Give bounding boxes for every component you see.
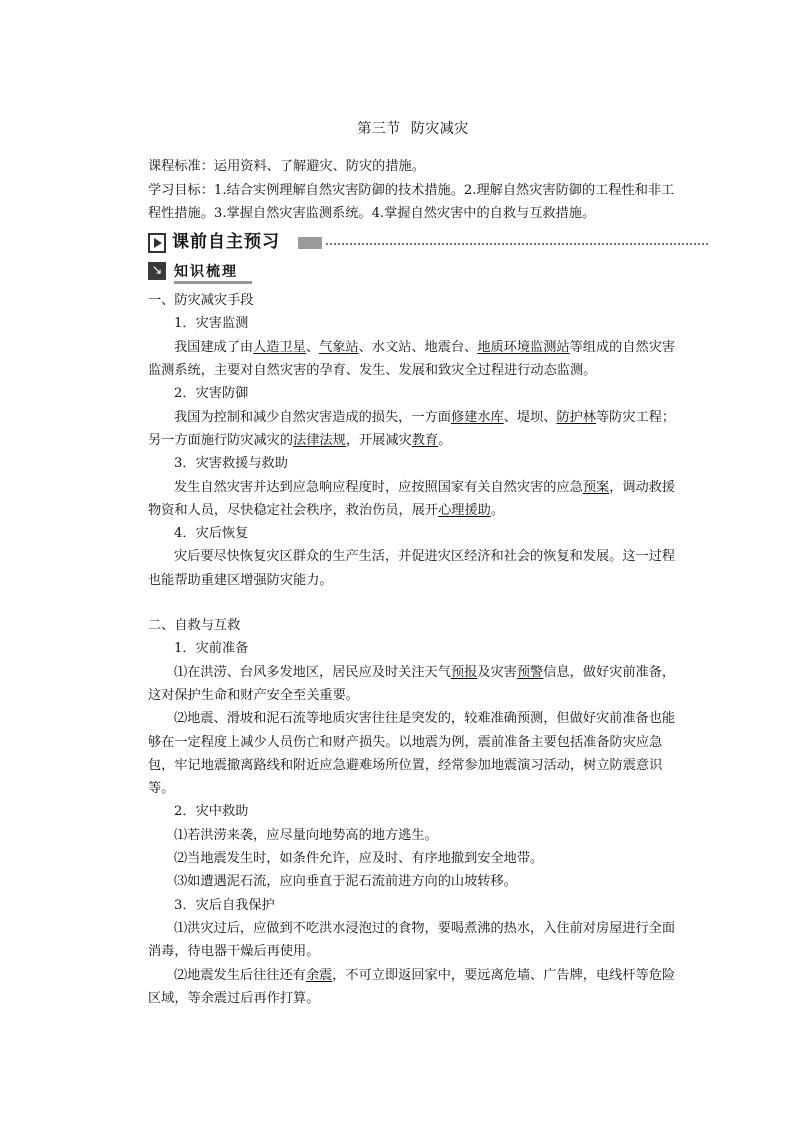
- part2-s2-heading: 2．灾中救助: [174, 804, 249, 820]
- part2-heading: 二、自救与互救: [148, 618, 241, 634]
- page-title: [148, 118, 678, 141]
- part1-s1-text: 我国建成了由人造卫星、气象站、水文站、地震台、地质环境监测站等组成的自然灾害监测系统，主要对自然灾害的孕育、发生、发展和致灾全过程进行动态监测。: [148, 339, 676, 379]
- part2-s3-p1: ⑴洪灾过后，应做到不吃洪水浸泡过的食物，要喝煮沸的热水，入住前对房屋进行全面消毒，待电器干燥后再使用。: [148, 920, 676, 960]
- part1-s1-heading: 1．灾害监测: [174, 316, 249, 332]
- part2-s1-p2: ⑵地震、滑坡和泥石流等地质灾害往往是突发的，较难准确预测，但做好灾前准备也能够在一定程度上减少人员伤亡和财产损失。以地震为例，震前准备主要包括准备防灾应急包，牢记地震撤离路线和附近应急避难场所位置，经常参加地震演习活动，树立防震意识等。: [148, 711, 676, 797]
- part2-s2-p1: ⑴若洪涝来袭，应尽量向地势高的地方逃生。: [174, 827, 438, 843]
- part2-s3-heading: 3．灾后自我保护: [174, 897, 275, 913]
- part2-s2-p3: ⑶如遭遇泥石流，应向垂直于泥石流前进方向的山坡转移。: [174, 874, 517, 890]
- banner-dotted-line: [326, 243, 708, 245]
- document-content: [148, 118, 678, 1010]
- part2-s2-p2: ⑵当地震发生时，如条件允许，应及时、有序地撤到安全地带。: [174, 851, 544, 867]
- section-name: 防灾减灾: [410, 121, 469, 137]
- knowledge-banner: [148, 261, 678, 283]
- part1-s3-text: 发生自然灾害并达到应急响应程度时，应按照国家有关自然灾害的应急预案，调动救援物资和人员，尽快稳定社会秩序，救治伤员，展开心理援助。: [148, 479, 676, 518]
- play-arrow-icon: [148, 233, 166, 253]
- part2-s3-p2: ⑵地震发生后往往还有余震，不可立即返回家中，要远离危墙、广告牌，电线杆等危险区域，等余震过后再作打算。: [148, 967, 676, 1006]
- part2-s1-heading: 1．灾前准备: [174, 641, 249, 657]
- learning-objectives: 学习目标：1.结合实例理解自然灾害防御的技术措施。2.理解自然灾害防御的工程性和非工程性措施。3.掌握自然灾害监测系统。4.掌握自然灾害中的自救与互救措施。: [148, 182, 675, 221]
- banner-grey-block: [298, 237, 322, 249]
- knowledge-underline: [174, 281, 252, 284]
- part1-s2-text: 我国为控制和减少自然灾害造成的损失，一方面修建水库、堤坝、防护林等防灾工程；另一方面施行防灾减灾的法律法规，开展减灾教育。: [148, 409, 676, 448]
- part1-s4-text: 灾后要尽快恢复灾区群众的生产生活，并促进灾区经济和社会的恢复和发展。这一过程也能帮助重建区增强防灾能力。: [148, 549, 676, 588]
- banner-title: 课前自主预习: [172, 232, 280, 253]
- section-number: 第三节: [357, 121, 401, 137]
- part2-s1-p1: ⑴在洪涝、台风多发地区，居民应及时关注天气预报及灾害预警信息，做好灾前准备，这对保护生命和财产安全至关重要。: [148, 664, 676, 703]
- part1-s2-heading: 2．灾害防御: [174, 386, 249, 402]
- part1-s3-heading: 3．灾害救援与救助: [174, 456, 288, 472]
- course-standard: 课程标准：运用资料、了解避灾、防灾的措施。: [148, 159, 425, 175]
- knowledge-title: 知识梳理: [174, 264, 238, 281]
- arrow-box-icon: ↘: [148, 262, 166, 280]
- part1-heading: 一、防灾减灾手段: [148, 293, 254, 309]
- preview-banner: [148, 231, 678, 257]
- part1-s4-heading: 4．灾后恢复: [174, 526, 249, 542]
